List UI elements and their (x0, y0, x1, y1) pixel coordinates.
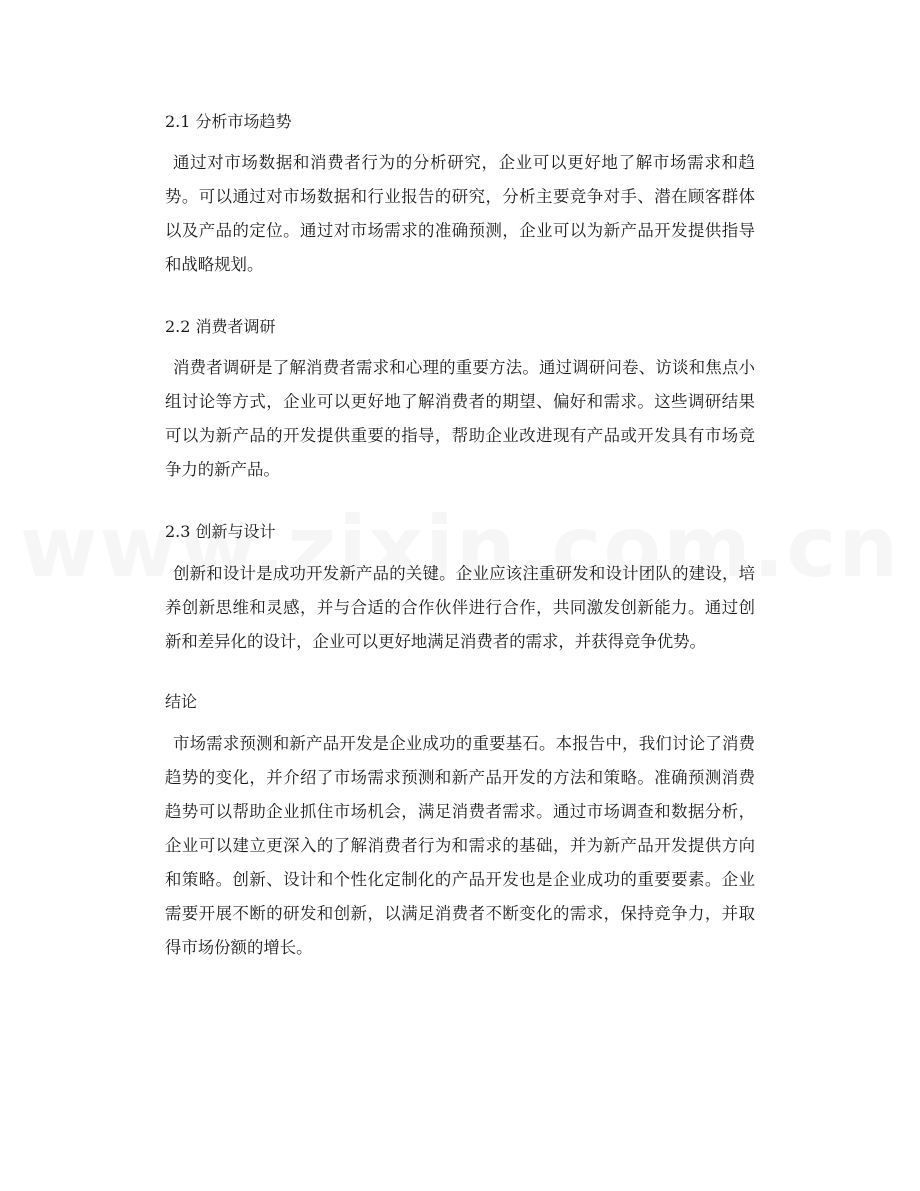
section-body-2-3: 创新和设计是成功开发新产品的关键。企业应该注重研发和设计团队的建设，培养创新思维和灵感，并与合适的合作伙伴进行合作，共同激发创新能力。通过创新和差异化的设计，企业可以更好地满足消费者的需求，并获得竞争优势。 (165, 564, 755, 651)
section-heading-2-2: 2.2 消费者调研 (165, 317, 276, 336)
section-body-conclusion: 市场需求预测和新产品开发是企业成功的重要基石。本报告中，我们讨论了消费趋势的变化，并介绍了市场需求预测和新产品开发的方法和策略。准确预测消费趋势可以帮助企业抓住市场机会，满足消费者需求。通过市场调查和数据分析，企业可以建立更深入的了解消费者行为和需求的基础，并为新产品开发提供方向和策略。创新、设计和个性化定制化的产品开发也是企业成功的重要要素。企业需要开展不断的研发和创新，以满足消费者不断变化的需求，保持竞争力，并取得市场份额的增长。 (165, 734, 755, 957)
section-heading-2-3: 2.3 创新与设计 (165, 522, 276, 541)
section-heading-conclusion: 结论 (165, 692, 198, 711)
section-body-2-1: 通过对市场数据和消费者行为的分析研究，企业可以更好地了解市场需求和趋势。可以通过对市场数据和行业报告的研究，分析主要竞争对手、潜在顾客群体以及产品的定位。通过对市场需求的准确预测，企业可以为新产品开发提供指导和战略规划。 (165, 153, 755, 274)
section-heading-2-1: 2.1 分析市场趋势 (165, 112, 292, 131)
section-body-2-2: 消费者调研是了解消费者需求和心理的重要方法。通过调研问卷、访谈和焦点小组讨论等方式，企业可以更好地了解消费者的期望、偏好和需求。这些调研结果可以为新产品的开发提供重要的指导，帮助企业改进现有产品或开发具有市场竞争力的新产品。 (165, 358, 755, 479)
